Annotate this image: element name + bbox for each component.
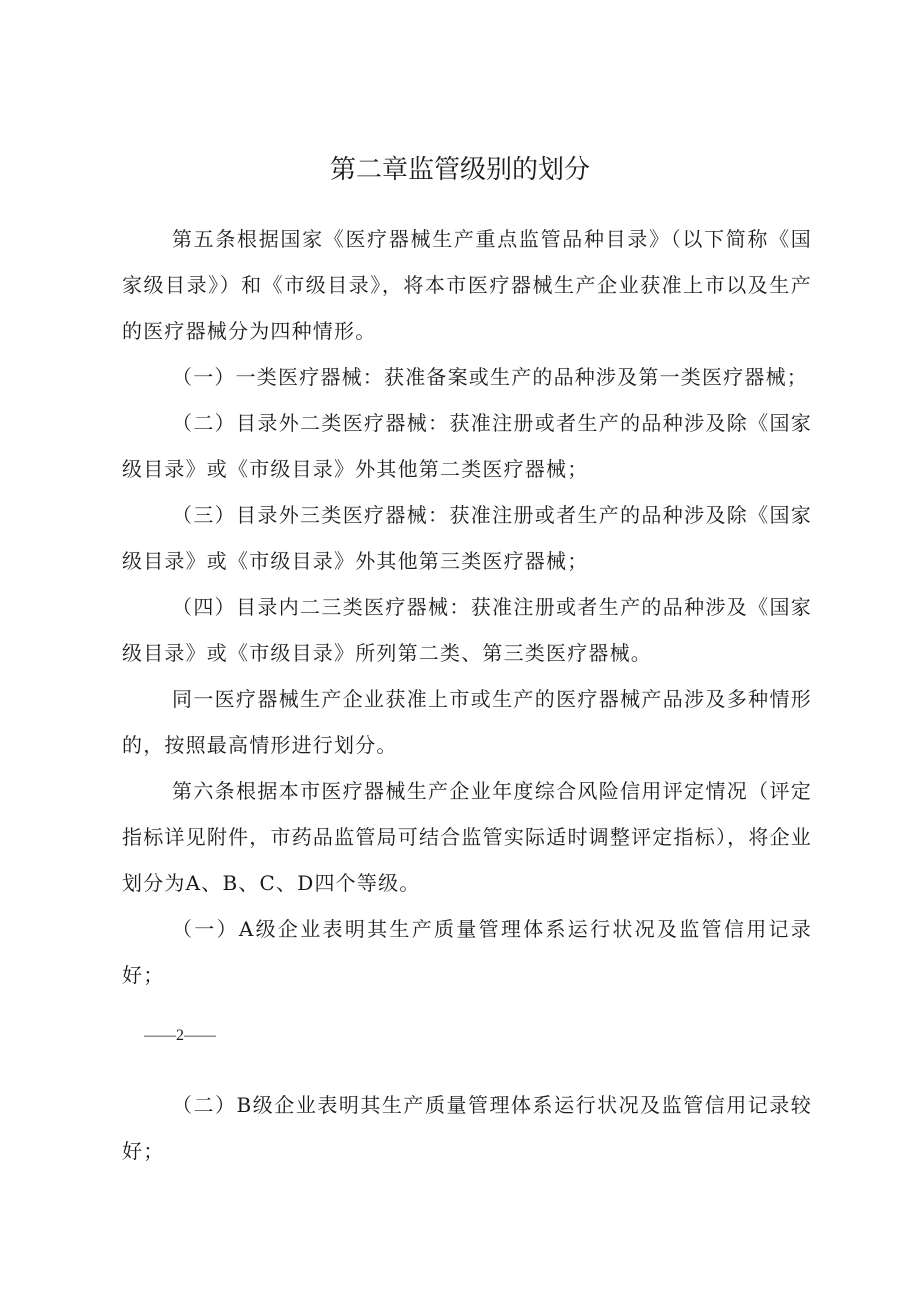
paragraph-grade-b: （二）B级企业表明其生产质量管理体系运行状况及监管信用记录较好； xyxy=(122,1093,812,1163)
body-text xyxy=(122,216,812,998)
paragraph-article-6: 第六条根据本市医疗器械生产企业年度综合风险信用评定情况（评定指标详见附件，市药品监管局可结合监管实际适时调整评定指标），将企业划分为A、B、C、D四个等级。 xyxy=(122,779,812,895)
paragraph-category-1: （一）一类医疗器械：获准备案或生产的品种涉及第一类医疗器械； xyxy=(172,365,808,389)
paragraph-article-5: 第五条根据国家《医疗器械生产重点监管品种目录》（以下简称《国家级目录》）和《市级目录》，将本市医疗器械生产企业获准上市以及生产的医疗器械分为四种情形。 xyxy=(122,227,812,343)
body-text-continued xyxy=(122,1082,812,1174)
paragraph-category-3: （三）目录外三类医疗器械：获准注册或者生产的品种涉及除《国家级目录》或《市级目录》外其他第三类医疗器械； xyxy=(122,503,812,573)
paragraph-category-2: （二）目录外二类医疗器械：获准注册或者生产的品种涉及除《国家级目录》或《市级目录》外其他第二类医疗器械； xyxy=(122,411,812,481)
page-number: ——2—— xyxy=(144,1027,216,1044)
chapter-title: 第二章监管级别的划分 xyxy=(329,155,590,185)
paragraph-grade-a: （一）A级企业表明其生产质量管理体系运行状况及监管信用记录好； xyxy=(122,917,812,987)
paragraph-category-4: （四）目录内二三类医疗器械：获准注册或者生产的品种涉及《国家级目录》或《市级目录》所列第二类、第三类医疗器械。 xyxy=(122,595,812,665)
paragraph-multiple-cases: 同一医疗器械生产企业获准上市或生产的医疗器械产品涉及多种情形的，按照最高情形进行划分。 xyxy=(122,687,812,757)
